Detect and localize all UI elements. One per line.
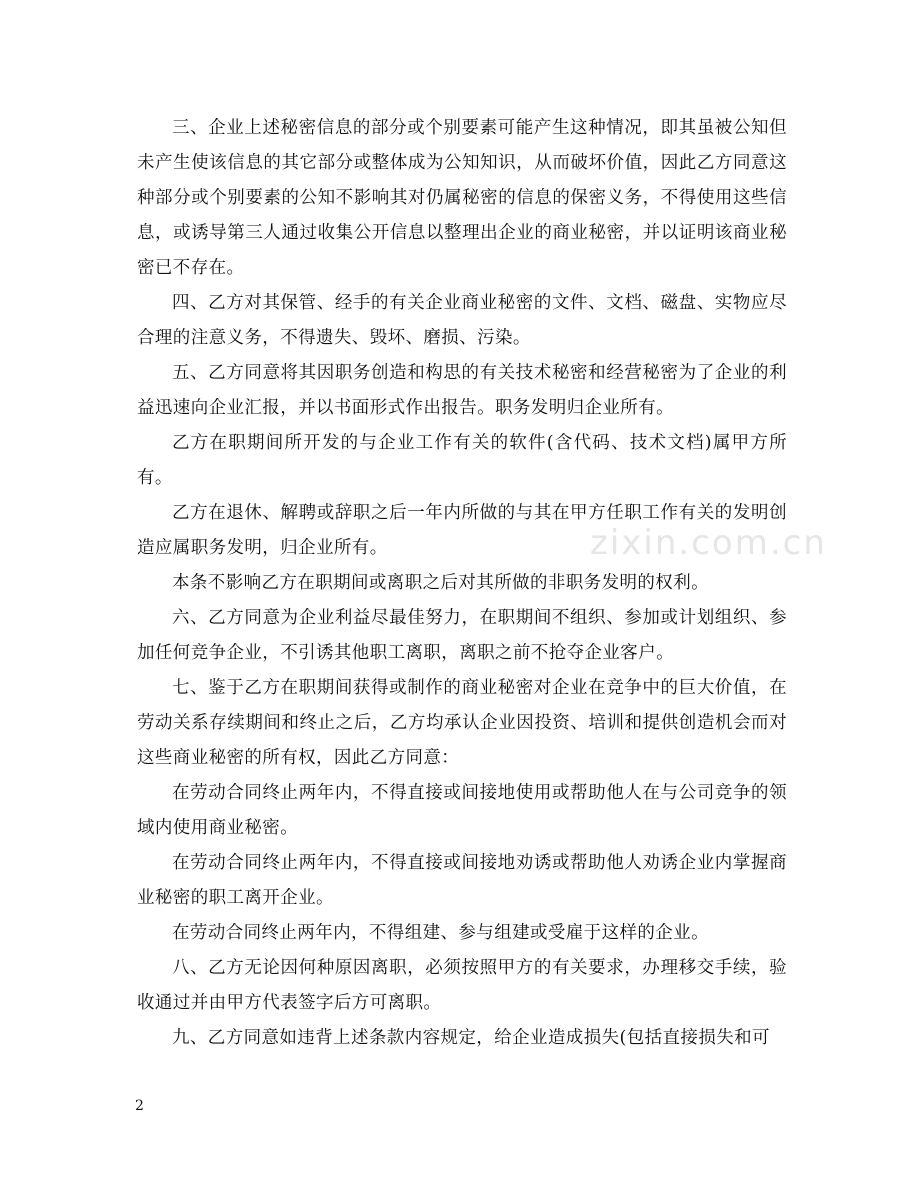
paragraph-clause-5: 五、乙方同意将其因职务创造和构思的有关技术秘密和经营秘密为了企业的利益迅速向企业汇报，并以书面形式作出报告。职务发明归企业所有。 bbox=[137, 363, 787, 418]
paragraph-clause-9: 九、乙方同意如违背上述条款内容规定，给企业造成损失(包括直接损失和可 bbox=[172, 1028, 770, 1048]
paragraph-non-service-inventions: 本条不影响乙方在职期间或离职之后对其所做的非职务发明的权利。 bbox=[172, 573, 709, 593]
paragraph-restriction-use: 在劳动合同终止两年内，不得直接或间接地使用或帮助他人在与公司竞争的领域内使用商业秘密。 bbox=[137, 783, 787, 838]
watermark: zixin.com.cn bbox=[590, 523, 827, 563]
paragraph-clause-6: 六、乙方同意为企业利益尽最佳努力，在职期间不组织、参加或计划组织、参加任何竞争企业，不引诱其他职工离职，离职之前不抢夺企业客户。 bbox=[137, 608, 787, 663]
paragraph-post-employment-inventions: 乙方在退休、解聘或辞职之后一年内所做的与其在甲方任职工作有关的发明创造应属职务发明，归企业所有。 bbox=[137, 503, 787, 558]
paragraph-clause-7: 七、鉴于乙方在职期间获得或制作的商业秘密对企业在竞争中的巨大价值，在劳动关系存续期间和终止之后，乙方均承认企业因投资、培训和提供创造机会而对这些商业秘密的所有权，因此乙方同意： bbox=[137, 678, 787, 768]
document-body bbox=[137, 111, 787, 1056]
paragraph-software-ownership: 乙方在职期间所开发的与企业工作有关的软件(含代码、技术文档)属甲方所有。 bbox=[137, 433, 787, 488]
paragraph-restriction-compete: 在劳动合同终止两年内，不得组建、参与组建或受雇于这样的企业。 bbox=[172, 923, 709, 943]
paragraph-clause-3: 三、企业上述秘密信息的部分或个别要素可能产生这种情况，即其虽被公知但未产生使该信息的其它部分或整体成为公知知识，从而破坏价值，因此乙方同意这种部分或个别要素的公知不影响其对仍属秘密的信息的保密义务，不得使用这些信息，或诱导第三人通过收集公开信息以整理出企业的商业秘密，并以证明该商业秘密已不存在。 bbox=[137, 118, 787, 278]
paragraph-clause-4: 四、乙方对其保管、经手的有关企业商业秘密的文件、文档、磁盘、实物应尽合理的注意义务，不得遗失、毁坏、磨损、污染。 bbox=[137, 293, 787, 348]
page-number: 2 bbox=[135, 1098, 144, 1114]
paragraph-restriction-solicit: 在劳动合同终止两年内，不得直接或间接地劝诱或帮助他人劝诱企业内掌握商业秘密的职工离开企业。 bbox=[137, 853, 787, 908]
paragraph-clause-8: 八、乙方无论因何种原因离职，必须按照甲方的有关要求，办理移交手续，验收通过并由甲方代表签字后方可离职。 bbox=[137, 958, 787, 1013]
